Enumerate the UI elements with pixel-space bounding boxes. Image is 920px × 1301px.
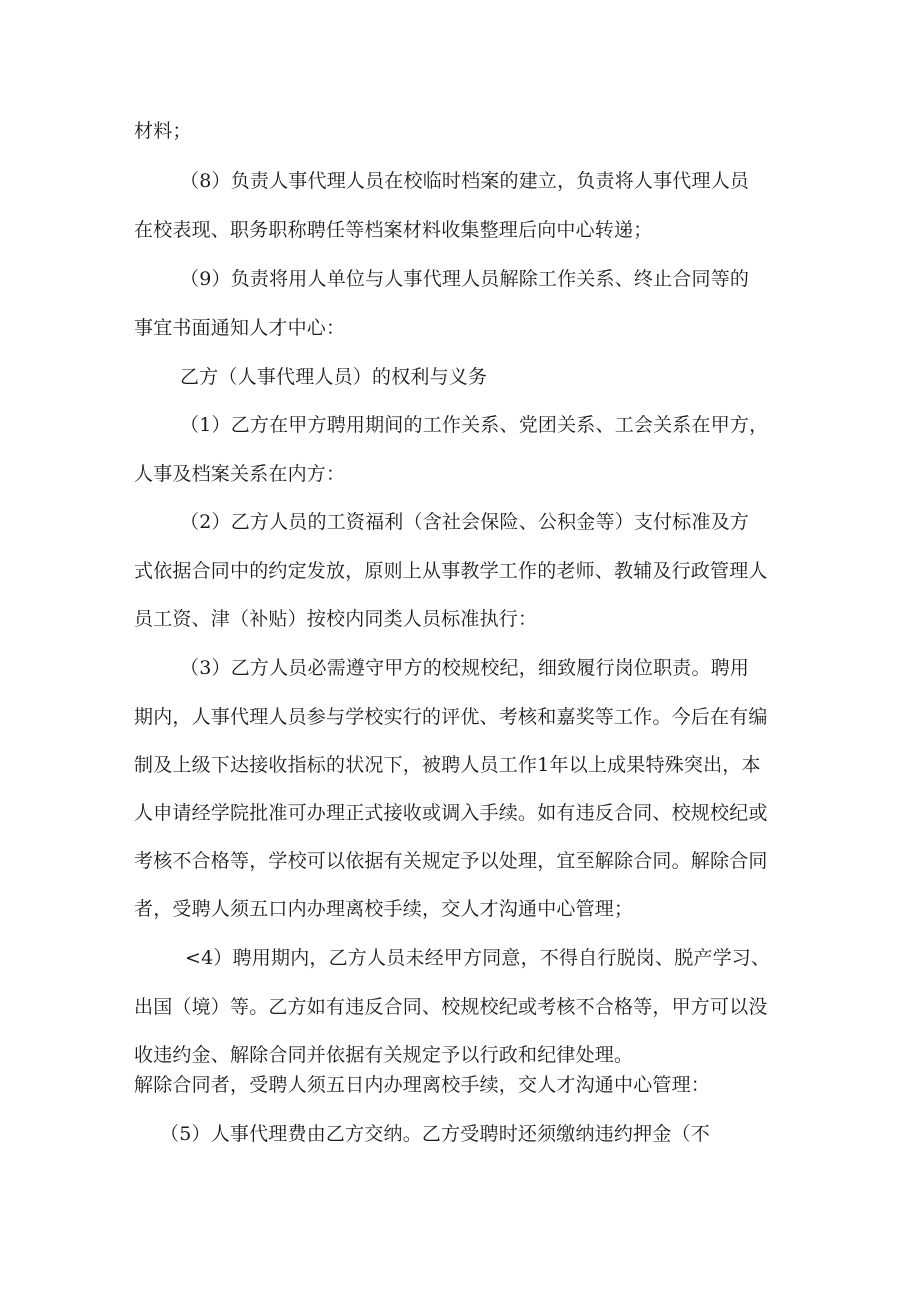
text-line-17: 者，受聘人须五口内办理离校手续，交人才沟通中心管理；	[134, 898, 634, 920]
text-line-10: 式依据合同中的约定发放，原则上从事教学工作的老师、教辅及行政管理人	[134, 560, 768, 582]
text-line-15: 人申请经学院批准可办理正式接收或调入手续。如有违反合同、校规校纪或	[134, 802, 768, 824]
text-line-9: （2）乙方人员的工资福利（含社会保险、公积金等）支付标准及方	[180, 511, 750, 533]
text-line-14: 制及上级下达接收指标的状况下，被聘人员工作1年以上成果特殊突出，本	[134, 754, 761, 776]
text-line-7: （1）乙方在甲方聘用期间的工作关系、党团关系、工会关系在甲方，	[180, 414, 769, 436]
text-line-5: 事宜书面通知人才中心：	[134, 317, 346, 339]
text-line-3: 在校表现、职务职称聘任等档案材料收集整理后向中心转递；	[134, 219, 653, 241]
text-line-16: 考核不合格等，学校可以依据有关规定予以处理，宜至解除合同。解除合同	[134, 850, 768, 872]
text-line-8: 人事及档案关系在内方：	[134, 463, 346, 485]
text-line-11: 员工资、津（补贴）按校内同类人员标准执行：	[134, 608, 538, 630]
text-line-4: （9）负责将用人单位与人事代理人员解除工作关系、终止合同等的	[180, 268, 750, 290]
text-line-12: （3）乙方人员必需遵守甲方的校规校纪，细致履行岗位职责。聘用	[180, 657, 750, 679]
text-line-13: 期内，人事代理人员参与学校实行的评优、考核和嘉奖等工作。今后在有编	[134, 706, 768, 728]
text-line-22: （5）人事代理费由乙方交纳。乙方受聘时还须缴纳违约押金（不	[160, 1123, 710, 1145]
text-line-19: 出国（境）等。乙方如有违反合同、校规校纪或考核不合格等，甲方可以没	[134, 996, 768, 1018]
section-heading: 乙方（人事代理人员）的权利与义务	[180, 366, 488, 388]
text-line-20: 收违约金、解除合同并依据有关规定予以行政和纪律处理。	[134, 1044, 634, 1066]
text-line-2: （8）负责人事代理人员在校临时档案的建立，负责将人事代理人员	[180, 170, 750, 192]
text-line-18: <4）聘用期内，乙方人员未经甲方同意，不得自行脱岗、脱产学习、	[185, 947, 771, 969]
text-line-1: 材料；	[134, 120, 192, 142]
text-line-21: 解除合同者，受聘人须五日内办理离校手续，交人才沟通中心管理：	[134, 1074, 711, 1096]
